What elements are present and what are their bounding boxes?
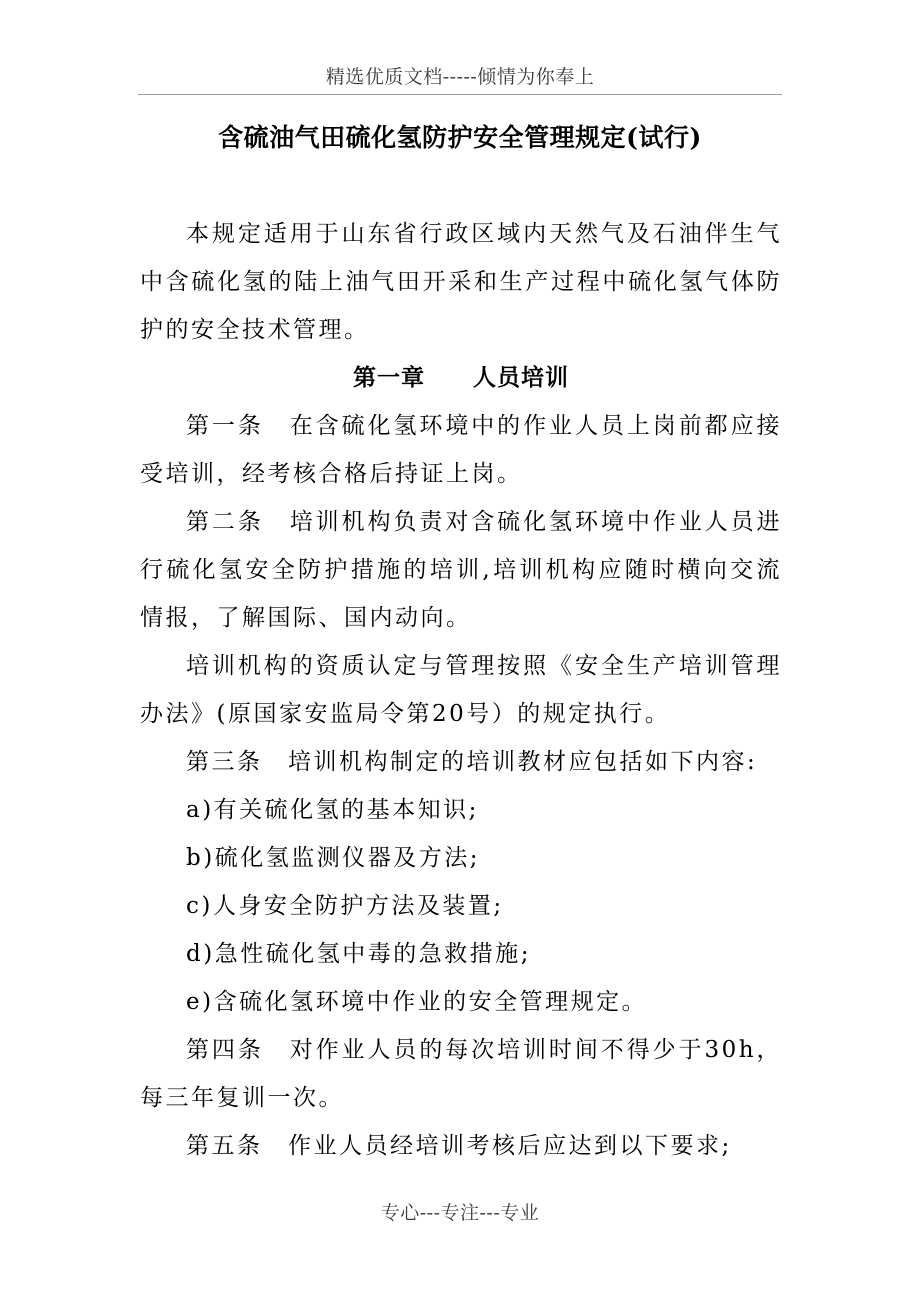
header-divider (138, 94, 782, 95)
list-item: b)硫化氢监测仪器及方法; (186, 845, 480, 871)
list-item: d)急性硫化氢中毒的急救措施; (186, 941, 531, 967)
document-body (140, 210, 782, 1170)
page-footer: 专心---专注---专业 (380, 1202, 540, 1224)
document-title: 含硫油气田硫化氢防护安全管理规定(试行) (218, 123, 702, 152)
article-5: 第五条 作业人员经培训考核后应达到以下要求; (186, 1133, 732, 1159)
chapter-heading: 第一章 人员培训 (353, 364, 569, 391)
article-4: 第四条 对作业人员的每次培训时间不得少于30h，每三年复训一次。 (140, 1037, 782, 1111)
list-item: a)有关硫化氢的基本知识; (186, 797, 479, 823)
article-2-continuation: 培训机构的资质认定与管理按照《安全生产培训管理办法》(原国家安监局令第20号）的规定执行。 (140, 653, 782, 727)
article-2: 第二条 培训机构负责对含硫化氢环境中作业人员进行硫化氢安全防护措施的培训,培训机构应随时横向交流情报，了解国际、国内动向。 (140, 509, 782, 631)
article-3: 第三条 培训机构制定的培训教材应包括如下内容: (186, 749, 758, 775)
page-header: 精选优质文档-----倾情为你奉上 (325, 66, 595, 88)
list-item: c)人身安全防护方法及装置; (186, 893, 504, 919)
intro-paragraph: 本规定适用于山东省行政区域内天然气及石油伴生气中含硫化氢的陆上油气田开采和生产过程中硫化氢气体防护的安全技术管理。 (140, 221, 782, 343)
article-1: 第一条 在含硫化氢环境中的作业人员上岗前都应接受培训，经考核合格后持证上岗。 (140, 413, 782, 487)
list-item: e)含硫化氢环境中作业的安全管理规定。 (186, 989, 648, 1015)
